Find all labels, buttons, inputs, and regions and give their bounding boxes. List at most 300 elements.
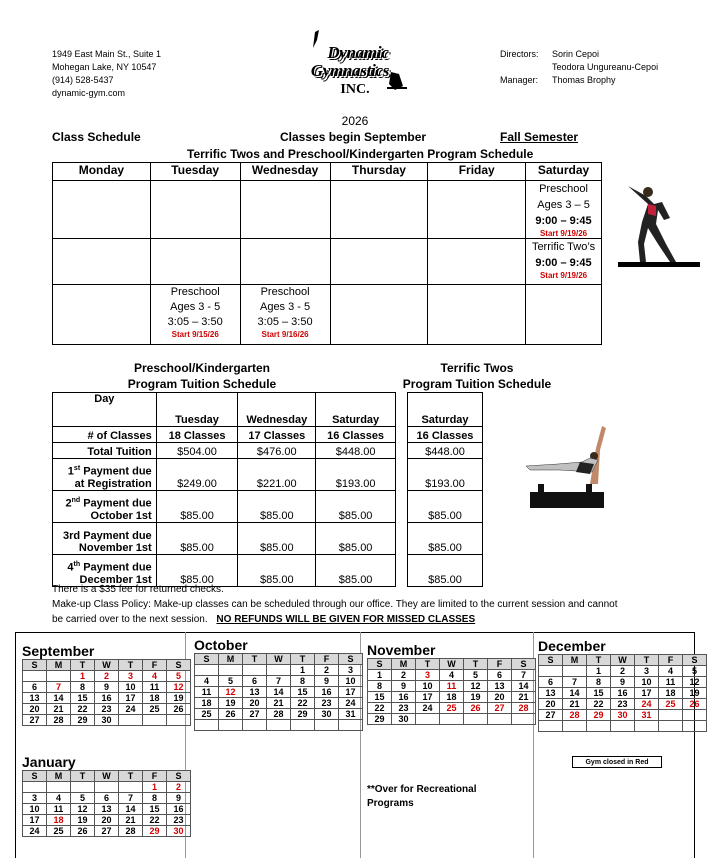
month-calendar	[538, 638, 707, 732]
calendar-day: 26	[71, 826, 95, 837]
calendar-day	[243, 665, 267, 676]
calendar-day	[47, 782, 71, 793]
column-header: Saturday	[408, 393, 483, 427]
gym-address	[52, 48, 161, 100]
semester-label: Fall Semester	[500, 130, 579, 144]
calendar-day: 8	[143, 793, 167, 804]
calendar-day: 14	[267, 687, 291, 698]
calendar-day: 6	[243, 676, 267, 687]
no-refunds-notice: NO REFUNDS WILL BE GIVEN FOR MISSED CLASSES	[216, 614, 476, 625]
calendar-day: 8	[71, 682, 95, 693]
month-calendar	[22, 754, 191, 837]
tt-tuition-subtitle: Program Tuition Schedule	[402, 377, 552, 391]
calendar-day	[243, 720, 267, 731]
calendar-day: 9	[167, 793, 191, 804]
calendar-day	[563, 666, 587, 677]
calendar-day: 19	[167, 693, 191, 704]
calendar-day: 28	[267, 709, 291, 720]
weekday-header: T	[119, 771, 143, 782]
calendar-day: 30	[167, 826, 191, 837]
calendar-day: 1	[291, 665, 315, 676]
day-header: Tuesday	[150, 163, 240, 181]
calendar-day: 7	[119, 793, 143, 804]
weekday-header: S	[23, 660, 47, 671]
table-row: 2nd Payment due October 1st $85.00 $85.00 $85.00	[53, 491, 396, 523]
calendar-day: 17	[23, 815, 47, 826]
weekday-header: T	[71, 660, 95, 671]
calendar-day: 2	[392, 670, 416, 681]
calendar-day: 21	[47, 704, 71, 715]
calendar-day: 27	[23, 715, 47, 726]
website: dynamic-gym.com	[52, 88, 126, 98]
week-row	[195, 698, 363, 709]
calendar-day: 5	[219, 676, 243, 687]
calendar-day: 2	[611, 666, 635, 677]
calendar-day: 9	[611, 677, 635, 688]
calendar-day: 8	[291, 676, 315, 687]
calendar-day	[219, 720, 243, 731]
director-name: Sorin Cepoi	[552, 49, 600, 59]
table-row: # of Classes 18 Classes 17 Classes 16 Classes	[53, 427, 396, 443]
address-line: 1949 East Main St., Suite 1	[52, 49, 162, 59]
calendar-day: 9	[392, 681, 416, 692]
calendar-day: 20	[539, 699, 563, 710]
schedule-row	[53, 285, 602, 345]
calendar-day: 22	[71, 704, 95, 715]
weekday-header: S	[167, 660, 191, 671]
calendar-day: 14	[119, 804, 143, 815]
schedule-header-row	[53, 163, 602, 181]
weekday-header: S	[512, 659, 536, 670]
calendar-day: 9	[315, 676, 339, 687]
calendar-day: 28	[47, 715, 71, 726]
weekday-header: S	[195, 654, 219, 665]
schedule-row	[53, 181, 602, 239]
calendar-day: 23	[392, 703, 416, 714]
week-row	[23, 793, 191, 804]
calendar-day	[635, 721, 659, 732]
weekday-header: T	[291, 654, 315, 665]
calendar-day: 11	[659, 677, 683, 688]
class-slot: Terrific Two’s 9:00 – 9:45 Start 9/19/26	[526, 239, 602, 285]
calendar-day: 16	[95, 693, 119, 704]
calendar-day: 10	[119, 682, 143, 693]
week-row	[23, 682, 191, 693]
calendar-day: 29	[71, 715, 95, 726]
calendar-day: 8	[587, 677, 611, 688]
calendar-day: 2	[167, 782, 191, 793]
weekday-header: W	[440, 659, 464, 670]
calendar-day: 11	[440, 681, 464, 692]
weekday-header: W	[611, 655, 635, 666]
weekday-header: T	[243, 654, 267, 665]
calendar-day	[539, 666, 563, 677]
calendar-day: 5	[71, 793, 95, 804]
calendar-day	[315, 720, 339, 731]
tt-tuition-title: Terrific Twos	[440, 361, 514, 375]
weekly-schedule-table	[52, 162, 602, 345]
calendar-day: 2	[95, 671, 119, 682]
calendar-day: 15	[291, 687, 315, 698]
weekday-header: F	[143, 771, 167, 782]
calendar-day	[659, 710, 683, 721]
calendar-day: 22	[368, 703, 392, 714]
calendar-day	[464, 714, 488, 725]
calendar-day: 1	[71, 671, 95, 682]
calendar-day: 6	[23, 682, 47, 693]
weekday-header: M	[563, 655, 587, 666]
calendar-day: 28	[119, 826, 143, 837]
column-header: Tuesday	[156, 393, 238, 427]
calendar-day: 5	[167, 671, 191, 682]
calendar-day	[23, 782, 47, 793]
gymnast-balance-beam-icon	[618, 182, 700, 270]
calendar-day	[683, 710, 707, 721]
day-header: Friday	[428, 163, 526, 181]
calendar-day: 24	[23, 826, 47, 837]
calendar-day: 8	[368, 681, 392, 692]
calendar-day: 26	[219, 709, 243, 720]
calendar-day	[291, 720, 315, 731]
table-row	[408, 393, 483, 427]
calendar-day	[440, 714, 464, 725]
calendar-day: 30	[95, 715, 119, 726]
calendar-day: 15	[368, 692, 392, 703]
class-slot: Preschool Ages 3 – 5 9:00 – 9:45 Start 9/19/26	[526, 181, 602, 239]
calendar-day: 22	[587, 699, 611, 710]
week-row	[195, 676, 363, 687]
week-row	[23, 826, 191, 837]
returned-check-fee: There is a $35 fee for returned checks.	[52, 584, 224, 595]
pk-tuition-subtitle: Program Tuition Schedule	[127, 377, 277, 391]
calendar-day: 10	[635, 677, 659, 688]
weekday-header: S	[339, 654, 363, 665]
calendar-day	[488, 714, 512, 725]
calendar-day: 20	[23, 704, 47, 715]
week-row	[368, 714, 536, 725]
calendar-day: 6	[488, 670, 512, 681]
calendar-day: 29	[143, 826, 167, 837]
calendar-day: 26	[167, 704, 191, 715]
weekday-header: F	[315, 654, 339, 665]
weekday-header: W	[267, 654, 291, 665]
calendar-day: 29	[587, 710, 611, 721]
month-title: September	[22, 643, 95, 659]
calendar-day: 17	[119, 693, 143, 704]
schedule-row	[53, 239, 602, 285]
weekday-header: T	[464, 659, 488, 670]
class-slot: Preschool Ages 3 - 5 3:05 – 3:50 Start 9/15/26	[150, 285, 240, 345]
calendar-day: 27	[488, 703, 512, 714]
calendar-day: 3	[119, 671, 143, 682]
table-row: Total Tuition $504.00 $476.00 $448.00	[53, 443, 396, 459]
week-row	[539, 721, 707, 732]
calendar-day: 18	[659, 688, 683, 699]
calendar-day	[219, 665, 243, 676]
calendar-day: 18	[440, 692, 464, 703]
calendar-day: 4	[143, 671, 167, 682]
logo-text-gymnastics: Gymnastics	[310, 61, 390, 80]
calendar-day	[143, 715, 167, 726]
calendar-day: 29	[291, 709, 315, 720]
calendar-day: 13	[539, 688, 563, 699]
calendar-day: 27	[243, 709, 267, 720]
calendar-day: 15	[143, 804, 167, 815]
calendar-day: 21	[119, 815, 143, 826]
makeup-policy-cont: be carried over to the next session. NO REFUNDS WILL BE GIVEN FOR MISSED CLASSES	[52, 614, 476, 625]
gymnast-pommel-horse-icon	[520, 420, 610, 512]
logo-text-inc: INC.	[340, 82, 370, 97]
calendar-day: 27	[95, 826, 119, 837]
calendar-day: 11	[195, 687, 219, 698]
calendar-day: 25	[143, 704, 167, 715]
calendar-day: 17	[416, 692, 440, 703]
calendar-day	[683, 721, 707, 732]
week-row	[539, 677, 707, 688]
weekday-header: M	[47, 660, 71, 671]
calendar-day: 13	[23, 693, 47, 704]
weekday-header: S	[539, 655, 563, 666]
calendar-day: 26	[683, 699, 707, 710]
calendar-day: 18	[195, 698, 219, 709]
week-row	[539, 710, 707, 721]
weekday-header: W	[95, 660, 119, 671]
calendar-day: 23	[315, 698, 339, 709]
calendar-legend: Gym closed in Red	[572, 756, 662, 768]
week-row	[368, 681, 536, 692]
calendar-day: 23	[95, 704, 119, 715]
calendar-day: 25	[47, 826, 71, 837]
calendar-day: 10	[23, 804, 47, 815]
calendar-day: 10	[416, 681, 440, 692]
manager-name: Thomas Brophy	[552, 75, 616, 85]
calendar-day: 4	[440, 670, 464, 681]
calendar-day: 20	[95, 815, 119, 826]
calendar-day: 30	[611, 710, 635, 721]
weekday-header: T	[635, 655, 659, 666]
calendar-day: 15	[587, 688, 611, 699]
calendar-day: 19	[71, 815, 95, 826]
calendar-day	[267, 665, 291, 676]
week-row	[539, 699, 707, 710]
calendar-day: 15	[71, 693, 95, 704]
table-row: $85.00	[408, 555, 483, 587]
week-row	[195, 709, 363, 720]
calendar-day: 13	[488, 681, 512, 692]
month-calendar	[367, 642, 536, 725]
week-row	[539, 666, 707, 677]
weekday-header: M	[47, 771, 71, 782]
calendar-day: 10	[339, 676, 363, 687]
calendar-day: 16	[392, 692, 416, 703]
over-note-cont: Programs	[367, 798, 414, 809]
month-calendar	[194, 637, 363, 731]
calendar-day	[587, 721, 611, 732]
calendar-day: 14	[47, 693, 71, 704]
weekday-header: T	[416, 659, 440, 670]
table-row: $193.00	[408, 459, 483, 491]
calendar-day	[416, 714, 440, 725]
week-row	[368, 703, 536, 714]
calendar-day: 17	[635, 688, 659, 699]
phone: (914) 528-5437	[52, 75, 114, 85]
calendar-day: 22	[291, 698, 315, 709]
tt-tuition-table	[407, 392, 483, 587]
weekday-header: T	[71, 771, 95, 782]
calendar-day: 16	[611, 688, 635, 699]
table-row: 3rd Payment due November 1st $85.00 $85.00 $85.00	[53, 523, 396, 555]
calendar-day: 14	[512, 681, 536, 692]
calendar-day: 13	[95, 804, 119, 815]
day-label: Day	[53, 393, 157, 427]
calendar-day	[167, 715, 191, 726]
calendar-day: 22	[143, 815, 167, 826]
calendar-day	[659, 721, 683, 732]
calendar-day: 25	[659, 699, 683, 710]
calendar-day: 24	[119, 704, 143, 715]
weekday-header: S	[368, 659, 392, 670]
month-title: December	[538, 638, 606, 654]
calendar-day: 18	[47, 815, 71, 826]
weekday-header: F	[143, 660, 167, 671]
day-header: Wednesday	[240, 163, 330, 181]
calendar-day: 24	[339, 698, 363, 709]
calendar-day: 7	[47, 682, 71, 693]
column-header: Saturday	[316, 393, 396, 427]
calendar-day: 6	[95, 793, 119, 804]
week-row	[23, 693, 191, 704]
week-row	[195, 720, 363, 731]
calendar-day	[95, 782, 119, 793]
calendar-day: 3	[635, 666, 659, 677]
table-row	[53, 393, 396, 427]
calendar-day: 14	[563, 688, 587, 699]
calendar-day: 12	[464, 681, 488, 692]
calendar-day: 20	[488, 692, 512, 703]
calendar-day: 19	[464, 692, 488, 703]
calendar-day: 31	[339, 709, 363, 720]
week-row	[23, 804, 191, 815]
calendar-day: 3	[23, 793, 47, 804]
weekday-header: F	[659, 655, 683, 666]
weekday-header: S	[683, 655, 707, 666]
classes-begin-text: Classes begin September	[280, 130, 427, 144]
week-row	[368, 670, 536, 681]
logo-text-dynamic: Dynamic	[327, 43, 389, 62]
calendar-day: 28	[563, 710, 587, 721]
calendar-day: 1	[587, 666, 611, 677]
week-row	[23, 782, 191, 793]
weekday-header: S	[23, 771, 47, 782]
calendar-day: 20	[243, 698, 267, 709]
week-row	[23, 815, 191, 826]
calendar-day	[71, 782, 95, 793]
calendar-day	[267, 720, 291, 731]
calendar-day	[512, 714, 536, 725]
calendar-day: 12	[167, 682, 191, 693]
week-row	[195, 687, 363, 698]
weekday-header: M	[392, 659, 416, 670]
calendar-day: 4	[195, 676, 219, 687]
calendar-day: 29	[368, 714, 392, 725]
calendar-day: 11	[143, 682, 167, 693]
calendar-day	[611, 721, 635, 732]
calendar-day: 3	[339, 665, 363, 676]
month-title: November	[367, 642, 436, 658]
calendar-day: 30	[315, 709, 339, 720]
week-row	[368, 692, 536, 703]
program-schedule-title: Terrific Twos and Preschool/Kindergarten Program Schedule	[187, 147, 534, 161]
calendar-day: 12	[71, 804, 95, 815]
calendar-day: 7	[563, 677, 587, 688]
manager-label: Manager:	[500, 75, 539, 85]
week-row	[23, 715, 191, 726]
calendar-day: 24	[635, 699, 659, 710]
calendar-day: 2	[315, 665, 339, 676]
table-row: 1st Payment due at Registration $249.00 $221.00 $193.00	[53, 459, 396, 491]
calendar-day: 1	[368, 670, 392, 681]
day-header: Saturday	[526, 163, 602, 181]
calendar-day: 27	[539, 710, 563, 721]
calendar-day	[339, 720, 363, 731]
calendar-day: 25	[440, 703, 464, 714]
week-row	[539, 688, 707, 699]
calendar-day: 3	[416, 670, 440, 681]
week-row	[23, 704, 191, 715]
pk-tuition-title: Preschool/Kindergarten	[133, 361, 271, 375]
weekday-header: M	[219, 654, 243, 665]
calendar-day: 4	[659, 666, 683, 677]
year: 2026	[341, 114, 369, 128]
column-header: Wednesday	[238, 393, 316, 427]
dynamic-gymnastics-logo	[295, 28, 415, 100]
week-row	[195, 665, 363, 676]
calendar-day: 17	[339, 687, 363, 698]
calendar-day: 12	[683, 677, 707, 688]
class-schedule-title: Class Schedule	[52, 130, 141, 144]
table-row: 4th Payment due December 1st $85.00 $85.00 $85.00	[53, 555, 396, 587]
calendar-day: 13	[243, 687, 267, 698]
weekday-header: W	[95, 771, 119, 782]
calendar-day: 21	[512, 692, 536, 703]
calendar-day: 9	[95, 682, 119, 693]
pk-tuition-table	[52, 392, 396, 587]
over-note: **Over for Recreational	[367, 784, 477, 795]
calendar-day: 1	[143, 782, 167, 793]
calendar-day: 5	[464, 670, 488, 681]
calendar-day: 25	[195, 709, 219, 720]
table-row: $85.00	[408, 523, 483, 555]
table-row: 16 Classes	[408, 427, 483, 443]
calendar-day	[563, 721, 587, 732]
calendar-day: 23	[611, 699, 635, 710]
calendar-day: 19	[219, 698, 243, 709]
calendar-day: 5	[683, 666, 707, 677]
table-row: $85.00	[408, 491, 483, 523]
makeup-policy: Make-up Class Policy: Make-up classes can be scheduled through our office. They are limited to the current session and cannot	[52, 599, 618, 610]
calendar-day: 19	[683, 688, 707, 699]
calendar-day	[195, 720, 219, 731]
calendar-day	[119, 715, 143, 726]
calendar-day: 28	[512, 703, 536, 714]
calendar-day	[539, 721, 563, 732]
month-calendar	[22, 643, 191, 726]
weekday-header: S	[167, 771, 191, 782]
calendar-day: 16	[167, 804, 191, 815]
calendar-day: 31	[635, 710, 659, 721]
calendar-day: 6	[539, 677, 563, 688]
weekday-header: T	[587, 655, 611, 666]
